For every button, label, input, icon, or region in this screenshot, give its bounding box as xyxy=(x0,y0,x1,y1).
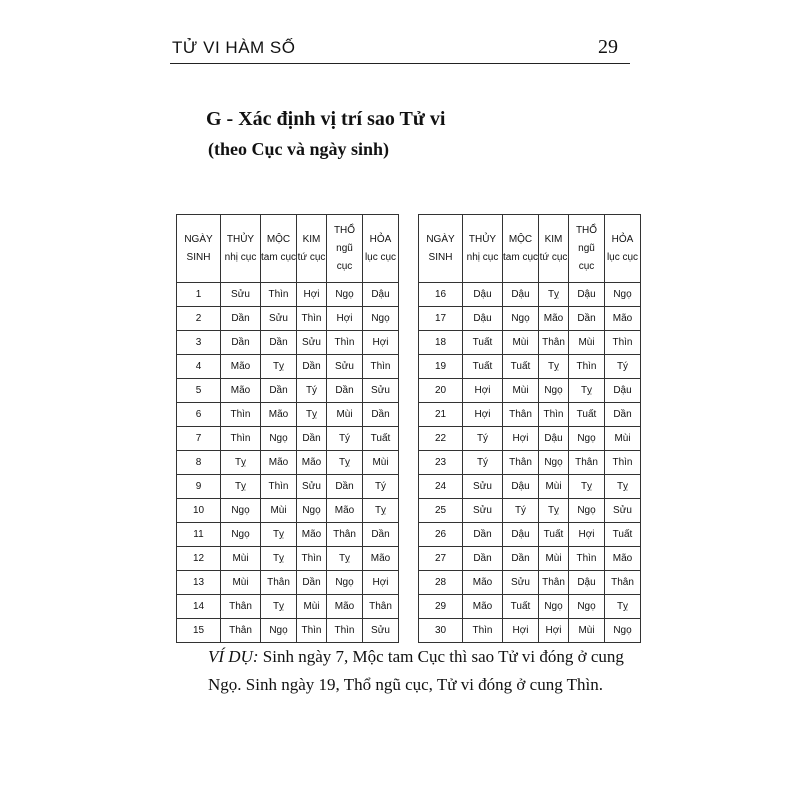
day-cell: 18 xyxy=(419,331,463,355)
day-cell: 26 xyxy=(419,523,463,547)
table-gap xyxy=(399,571,419,595)
palace-cell: Mùi xyxy=(503,331,539,355)
day-cell: 27 xyxy=(419,547,463,571)
palace-cell: Dần xyxy=(297,571,327,595)
palace-cell: Ngọ xyxy=(363,307,399,331)
palace-cell: Tỵ xyxy=(261,547,297,571)
palace-cell: Hợi xyxy=(463,403,503,427)
palace-cell: Dậu xyxy=(463,307,503,331)
day-cell: 6 xyxy=(177,403,221,427)
palace-cell: Tuất xyxy=(539,523,569,547)
palace-cell: Tý xyxy=(327,427,363,451)
palace-cell: Thìn xyxy=(539,403,569,427)
palace-cell: Mùi xyxy=(363,451,399,475)
table-gap xyxy=(399,595,419,619)
palace-cell: Dần xyxy=(569,307,605,331)
page-number: 29 xyxy=(598,36,618,58)
palace-cell: Hợi xyxy=(463,379,503,403)
palace-cell: Ngọ xyxy=(261,619,297,643)
example-paragraph xyxy=(208,643,638,699)
palace-cell: Mùi xyxy=(221,547,261,571)
palace-cell: Dậu xyxy=(569,571,605,595)
day-cell: 3 xyxy=(177,331,221,355)
day-cell: 13 xyxy=(177,571,221,595)
palace-cell: Mùi xyxy=(539,475,569,499)
table-gap xyxy=(399,499,419,523)
column-header: THỔ ngũ cục xyxy=(569,215,605,283)
palace-cell: Ngọ xyxy=(327,571,363,595)
palace-cell: Dậu xyxy=(569,283,605,307)
palace-cell: Tỵ xyxy=(539,283,569,307)
day-cell: 15 xyxy=(177,619,221,643)
palace-cell: Hợi xyxy=(327,307,363,331)
column-header: THỦY nhị cục xyxy=(221,215,261,283)
palace-cell: Dần xyxy=(463,523,503,547)
table-gap xyxy=(399,475,419,499)
palace-cell: Mão xyxy=(297,523,327,547)
palace-cell: Tỵ xyxy=(539,355,569,379)
palace-cell: Hợi xyxy=(363,331,399,355)
table-row xyxy=(177,307,641,331)
palace-cell: Dần xyxy=(605,403,641,427)
palace-cell: Dần xyxy=(463,547,503,571)
table-row xyxy=(177,595,641,619)
palace-cell: Sửu xyxy=(503,571,539,595)
palace-cell: Hợi xyxy=(363,571,399,595)
palace-cell: Thìn xyxy=(569,547,605,571)
table-gap xyxy=(399,307,419,331)
day-cell: 10 xyxy=(177,499,221,523)
palace-cell: Ngọ xyxy=(539,595,569,619)
palace-cell: Ngọ xyxy=(569,499,605,523)
palace-cell: Tỵ xyxy=(363,499,399,523)
day-cell: 11 xyxy=(177,523,221,547)
palace-cell: Sửu xyxy=(605,499,641,523)
palace-cell: Ngọ xyxy=(221,499,261,523)
palace-cell: Ngọ xyxy=(539,379,569,403)
column-header: THỦY nhị cục xyxy=(463,215,503,283)
day-header: NGÀY SINH xyxy=(419,215,463,283)
palace-cell: Thìn xyxy=(569,355,605,379)
palace-cell: Tuất xyxy=(463,331,503,355)
tu-vi-position-table xyxy=(176,214,641,643)
palace-cell: Thìn xyxy=(605,451,641,475)
example-text: Sinh ngày 7, Mộc tam Cục thì sao Tử vi đóng ở cung Ngọ. Sinh ngày 19, Thổ ngũ cục, Tử vi đóng ở cung Thìn. xyxy=(208,647,624,694)
day-cell: 4 xyxy=(177,355,221,379)
palace-cell: Ngọ xyxy=(503,307,539,331)
palace-cell: Hợi xyxy=(297,283,327,307)
column-header: HỎA lục cục xyxy=(605,215,641,283)
palace-cell: Mão xyxy=(463,571,503,595)
table-gap xyxy=(399,355,419,379)
palace-cell: Tỵ xyxy=(327,451,363,475)
day-cell: 9 xyxy=(177,475,221,499)
palace-cell: Mùi xyxy=(261,499,297,523)
palace-cell: Dần xyxy=(327,379,363,403)
day-cell: 14 xyxy=(177,595,221,619)
table-gap xyxy=(399,215,419,283)
palace-cell: Mùi xyxy=(569,619,605,643)
palace-cell: Tỵ xyxy=(327,547,363,571)
day-cell: 24 xyxy=(419,475,463,499)
column-header: KIM tứ cục xyxy=(539,215,569,283)
palace-cell: Tỵ xyxy=(261,523,297,547)
palace-cell: Mùi xyxy=(327,403,363,427)
column-header: MỘC tam cục xyxy=(261,215,297,283)
palace-cell: Dần xyxy=(261,331,297,355)
palace-cell: Tý xyxy=(463,427,503,451)
palace-cell: Sửu xyxy=(327,355,363,379)
palace-cell: Tỵ xyxy=(539,499,569,523)
palace-cell: Thìn xyxy=(221,403,261,427)
palace-cell: Mùi xyxy=(569,331,605,355)
palace-cell: Tuất xyxy=(503,355,539,379)
palace-cell: Ngọ xyxy=(605,619,641,643)
palace-cell: Sửu xyxy=(221,283,261,307)
palace-cell: Ngọ xyxy=(327,283,363,307)
palace-cell: Dần xyxy=(297,427,327,451)
table-gap xyxy=(399,283,419,307)
palace-cell: Thìn xyxy=(261,475,297,499)
palace-cell: Thân xyxy=(539,571,569,595)
palace-cell: Dậu xyxy=(503,523,539,547)
table-row xyxy=(177,499,641,523)
table-row xyxy=(177,547,641,571)
palace-cell: Mùi xyxy=(605,427,641,451)
palace-cell: Hợi xyxy=(569,523,605,547)
palace-cell: Tuất xyxy=(569,403,605,427)
day-header: NGÀY SINH xyxy=(177,215,221,283)
column-header: HỎA lục cục xyxy=(363,215,399,283)
day-cell: 2 xyxy=(177,307,221,331)
palace-cell: Tuất xyxy=(363,427,399,451)
palace-cell: Mão xyxy=(221,355,261,379)
palace-cell: Dậu xyxy=(539,427,569,451)
table-header-row xyxy=(177,215,641,283)
palace-cell: Mão xyxy=(327,499,363,523)
palace-cell: Mùi xyxy=(297,595,327,619)
day-cell: 20 xyxy=(419,379,463,403)
palace-cell: Mão xyxy=(261,451,297,475)
palace-cell: Thìn xyxy=(297,307,327,331)
palace-cell: Mão xyxy=(363,547,399,571)
day-cell: 5 xyxy=(177,379,221,403)
table-row xyxy=(177,379,641,403)
palace-cell: Thìn xyxy=(327,619,363,643)
palace-cell: Tỵ xyxy=(569,475,605,499)
palace-cell: Thìn xyxy=(463,619,503,643)
table-gap xyxy=(399,619,419,643)
palace-cell: Mùi xyxy=(503,379,539,403)
palace-cell: Tý xyxy=(503,499,539,523)
table-row xyxy=(177,283,641,307)
table-row xyxy=(177,331,641,355)
palace-cell: Hợi xyxy=(539,619,569,643)
palace-cell: Ngọ xyxy=(569,595,605,619)
palace-cell: Mão xyxy=(221,379,261,403)
example-lead: VÍ DỤ: xyxy=(208,647,259,666)
palace-cell: Ngọ xyxy=(261,427,297,451)
palace-cell: Thân xyxy=(605,571,641,595)
palace-cell: Dần xyxy=(363,523,399,547)
table-row xyxy=(177,355,641,379)
palace-cell: Thân xyxy=(327,523,363,547)
palace-cell: Ngọ xyxy=(539,451,569,475)
palace-cell: Ngọ xyxy=(605,283,641,307)
palace-cell: Ngọ xyxy=(297,499,327,523)
palace-cell: Sửu xyxy=(463,499,503,523)
palace-cell: Thân xyxy=(569,451,605,475)
palace-cell: Hợi xyxy=(503,427,539,451)
palace-cell: Tý xyxy=(297,379,327,403)
table-row xyxy=(177,523,641,547)
palace-cell: Mão xyxy=(261,403,297,427)
palace-cell: Tỵ xyxy=(569,379,605,403)
palace-cell: Thân xyxy=(221,595,261,619)
header-rule xyxy=(170,63,630,64)
palace-cell: Dậu xyxy=(605,379,641,403)
palace-cell: Sửu xyxy=(297,475,327,499)
page-header-title: TỬ VI HÀM SỐ xyxy=(172,38,296,57)
palace-cell: Tỵ xyxy=(221,451,261,475)
column-header: MỘC tam cục xyxy=(503,215,539,283)
palace-cell: Thân xyxy=(363,595,399,619)
palace-cell: Thân xyxy=(503,451,539,475)
palace-cell: Ngọ xyxy=(221,523,261,547)
palace-cell: Thìn xyxy=(605,331,641,355)
palace-cell: Thân xyxy=(261,571,297,595)
palace-cell: Ngọ xyxy=(569,427,605,451)
palace-cell: Dần xyxy=(503,547,539,571)
palace-cell: Tý xyxy=(463,451,503,475)
palace-cell: Mùi xyxy=(539,547,569,571)
palace-cell: Thân xyxy=(221,619,261,643)
day-cell: 29 xyxy=(419,595,463,619)
palace-cell: Tỵ xyxy=(221,475,261,499)
day-cell: 28 xyxy=(419,571,463,595)
palace-cell: Tý xyxy=(363,475,399,499)
palace-cell: Sửu xyxy=(363,619,399,643)
day-cell: 19 xyxy=(419,355,463,379)
day-cell: 7 xyxy=(177,427,221,451)
palace-cell: Thìn xyxy=(297,547,327,571)
table-row xyxy=(177,571,641,595)
palace-cell: Thìn xyxy=(327,331,363,355)
day-cell: 25 xyxy=(419,499,463,523)
palace-cell: Mão xyxy=(327,595,363,619)
day-cell: 16 xyxy=(419,283,463,307)
table-gap xyxy=(399,451,419,475)
palace-cell: Dậu xyxy=(463,283,503,307)
column-header: THỔ ngũ cục xyxy=(327,215,363,283)
section-subtitle: (theo Cục và ngày sinh) xyxy=(208,139,390,159)
table-row xyxy=(177,619,641,643)
day-cell: 30 xyxy=(419,619,463,643)
palace-cell: Mùi xyxy=(221,571,261,595)
palace-cell: Tý xyxy=(605,355,641,379)
table-row xyxy=(177,451,641,475)
palace-cell: Dần xyxy=(261,379,297,403)
table-row xyxy=(177,427,641,451)
palace-cell: Tỵ xyxy=(261,595,297,619)
palace-cell: Mão xyxy=(463,595,503,619)
table-gap xyxy=(399,427,419,451)
day-cell: 17 xyxy=(419,307,463,331)
palace-cell: Dậu xyxy=(503,283,539,307)
palace-cell: Tỵ xyxy=(605,475,641,499)
palace-cell: Mão xyxy=(539,307,569,331)
palace-cell: Dần xyxy=(221,331,261,355)
day-cell: 12 xyxy=(177,547,221,571)
day-cell: 21 xyxy=(419,403,463,427)
table-gap xyxy=(399,403,419,427)
table-row xyxy=(177,475,641,499)
palace-cell: Mão xyxy=(605,307,641,331)
palace-cell: Sửu xyxy=(463,475,503,499)
table-gap xyxy=(399,331,419,355)
day-cell: 1 xyxy=(177,283,221,307)
palace-cell: Tuất xyxy=(605,523,641,547)
palace-cell: Tỵ xyxy=(605,595,641,619)
palace-cell: Thìn xyxy=(261,283,297,307)
palace-cell: Sửu xyxy=(261,307,297,331)
palace-cell: Hợi xyxy=(503,619,539,643)
palace-cell: Thìn xyxy=(363,355,399,379)
table-gap xyxy=(399,547,419,571)
palace-cell: Mão xyxy=(297,451,327,475)
palace-cell: Dần xyxy=(327,475,363,499)
palace-cell: Dậu xyxy=(363,283,399,307)
day-cell: 8 xyxy=(177,451,221,475)
palace-cell: Dần xyxy=(297,355,327,379)
palace-cell: Thìn xyxy=(221,427,261,451)
palace-cell: Dần xyxy=(221,307,261,331)
day-cell: 22 xyxy=(419,427,463,451)
palace-cell: Tỵ xyxy=(261,355,297,379)
palace-cell: Thân xyxy=(503,403,539,427)
section-title: G - Xác định vị trí sao Tử vi xyxy=(206,108,446,130)
palace-cell: Sửu xyxy=(297,331,327,355)
palace-cell: Sửu xyxy=(363,379,399,403)
palace-cell: Mão xyxy=(605,547,641,571)
table-row xyxy=(177,403,641,427)
palace-cell: Tỵ xyxy=(297,403,327,427)
column-header: KIM tứ cục xyxy=(297,215,327,283)
palace-cell: Tuất xyxy=(463,355,503,379)
table-gap xyxy=(399,379,419,403)
table-gap xyxy=(399,523,419,547)
palace-cell: Thân xyxy=(539,331,569,355)
palace-cell: Thìn xyxy=(297,619,327,643)
palace-cell: Dần xyxy=(363,403,399,427)
day-cell: 23 xyxy=(419,451,463,475)
palace-cell: Tuất xyxy=(503,595,539,619)
palace-cell: Dậu xyxy=(503,475,539,499)
